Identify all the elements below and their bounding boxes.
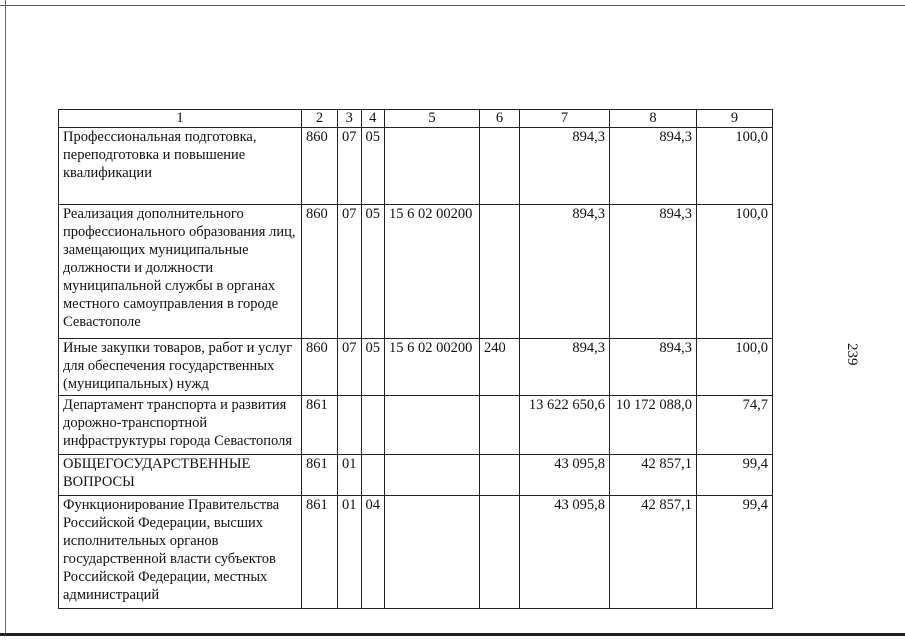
- expense-type-code: [480, 205, 520, 339]
- approved-amount: 43 095,8: [520, 496, 610, 609]
- executed-amount: 42 857,1: [610, 455, 697, 496]
- row-name: Департамент транспорта и развития дорожно-транспортной инфраструктуры города Севастополя: [59, 396, 302, 455]
- table-row: [59, 496, 773, 609]
- target-article-code: [385, 496, 480, 609]
- scan-border-bottom: [0, 633, 905, 636]
- subsection-code: 05: [361, 339, 385, 396]
- target-article-code: [385, 128, 480, 205]
- target-article-code: [385, 396, 480, 455]
- section-code: [338, 396, 362, 455]
- column-number-4: 4: [361, 110, 385, 128]
- table-row: [59, 455, 773, 496]
- scan-border-left: [5, 0, 6, 636]
- execution-percent: 100,0: [697, 205, 773, 339]
- table-header-row: [59, 110, 773, 128]
- target-article-code: [385, 455, 480, 496]
- ministry-code: 860: [302, 128, 338, 205]
- approved-amount: 894,3: [520, 205, 610, 339]
- section-code: 01: [338, 455, 362, 496]
- section-code: 07: [338, 339, 362, 396]
- execution-percent: 74,7: [697, 396, 773, 455]
- ministry-code: 861: [302, 496, 338, 609]
- execution-percent: 100,0: [697, 339, 773, 396]
- column-number-7: 7: [520, 110, 610, 128]
- page-number: 239: [844, 343, 860, 366]
- ministry-code: 860: [302, 339, 338, 396]
- table-row: [59, 396, 773, 455]
- expense-type-code: 240: [480, 339, 520, 396]
- expense-type-code: [480, 455, 520, 496]
- column-number-3: 3: [338, 110, 362, 128]
- subsection-code: [361, 455, 385, 496]
- section-code: 01: [338, 496, 362, 609]
- executed-amount: 894,3: [610, 205, 697, 339]
- column-number-6: 6: [480, 110, 520, 128]
- row-name: ОБЩЕГОСУДАРСТВЕННЫЕ ВОПРОСЫ: [59, 455, 302, 496]
- ministry-code: 861: [302, 455, 338, 496]
- subsection-code: 04: [361, 496, 385, 609]
- approved-amount: 894,3: [520, 128, 610, 205]
- row-name: Функционирование Правительства Российской Федерации, высших исполнительных органов государственной власти субъектов Российской Федерации, местных администраций: [59, 496, 302, 609]
- budget-table: [58, 109, 773, 609]
- approved-amount: 13 622 650,6: [520, 396, 610, 455]
- expense-type-code: [480, 496, 520, 609]
- execution-percent: 99,4: [697, 496, 773, 609]
- expense-type-code: [480, 128, 520, 205]
- ministry-code: 861: [302, 396, 338, 455]
- executed-amount: 42 857,1: [610, 496, 697, 609]
- section-code: 07: [338, 128, 362, 205]
- target-article-code: 15 6 02 00200: [385, 339, 480, 396]
- row-name: Реализация дополнительного профессионального образования лиц, замещающих муниципальные должности и должности муниципальной службы в органах местного самоуправления в городе Севастополе: [59, 205, 302, 339]
- table-row: [59, 339, 773, 396]
- row-name: Иные закупки товаров, работ и услуг для обеспечения государственных (муниципальных) нужд: [59, 339, 302, 396]
- column-number-5: 5: [385, 110, 480, 128]
- column-number-1: 1: [59, 110, 302, 128]
- column-number-9: 9: [697, 110, 773, 128]
- table-row: [59, 128, 773, 205]
- scan-border-top: [0, 5, 905, 6]
- ministry-code: 860: [302, 205, 338, 339]
- executed-amount: 10 172 088,0: [610, 396, 697, 455]
- column-number-2: 2: [302, 110, 338, 128]
- execution-percent: 100,0: [697, 128, 773, 205]
- approved-amount: 894,3: [520, 339, 610, 396]
- target-article-code: 15 6 02 00200: [385, 205, 480, 339]
- approved-amount: 43 095,8: [520, 455, 610, 496]
- section-code: 07: [338, 205, 362, 339]
- subsection-code: [361, 396, 385, 455]
- subsection-code: 05: [361, 128, 385, 205]
- expense-type-code: [480, 396, 520, 455]
- column-number-8: 8: [610, 110, 697, 128]
- executed-amount: 894,3: [610, 339, 697, 396]
- table-row: [59, 205, 773, 339]
- execution-percent: 99,4: [697, 455, 773, 496]
- row-name: Профессиональная подготовка, переподготовка и повышение квалификации: [59, 128, 302, 205]
- executed-amount: 894,3: [610, 128, 697, 205]
- subsection-code: 05: [361, 205, 385, 339]
